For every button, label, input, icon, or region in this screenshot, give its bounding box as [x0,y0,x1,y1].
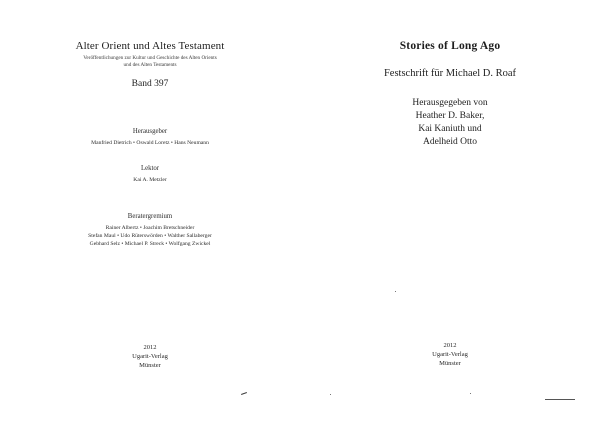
editors-label: Herausgeber [132,128,168,135]
publication-city: Münster [439,360,461,367]
advisory-board-line: Rainer Albertz • Joachim Bretschneider [105,225,195,231]
volume-number: Band 397 [131,79,169,89]
book-title: Stories of Long Ago [399,40,501,52]
publisher-name: Ugarit-Verlag [132,353,168,360]
scan-artifact-dot [395,291,396,292]
publication-city: Münster [139,362,161,369]
editors-names: Manfried Dietrich • Oswald Loretz • Hans Neumann [91,140,209,146]
publication-year: 2012 [143,344,157,351]
series-title: Alter Orient und Altes Testament [75,40,225,52]
festschrift-subtitle: Festschrift für Michael D. Roaf [383,68,517,79]
series-subtitle-line-1: Veröffentlichungen zur Kultur und Geschichte des Alten Orients [83,55,217,61]
publisher-name: Ugarit-Verlag [432,351,468,358]
publication-year: 2012 [443,342,457,349]
scan-artifact-line [545,399,575,400]
scan-artifact-dot [330,394,331,395]
advisory-board-line: Gebhard Selz • Michael P. Streck • Wolfgang Zwickel [89,241,211,247]
editor-name: Adelheid Otto [422,137,478,147]
series-subtitle-line-2: und des Alten Testaments [123,62,177,68]
advisory-board-label: Beratergremium [127,213,173,220]
editor-name: Kai Kaniuth und [418,124,482,134]
editor-name: Heather D. Baker, [415,111,485,121]
lector-name: Kai A. Metzler [133,177,167,183]
lector-label: Lektor [140,165,160,172]
advisory-board-line: Stefan Maul • Udo Rüterswörden • Walther Sallaberger [88,233,212,239]
book-title-page [300,0,600,423]
edited-by-label: Herausgegeben von [412,98,488,108]
scan-artifact-dot [470,393,471,394]
